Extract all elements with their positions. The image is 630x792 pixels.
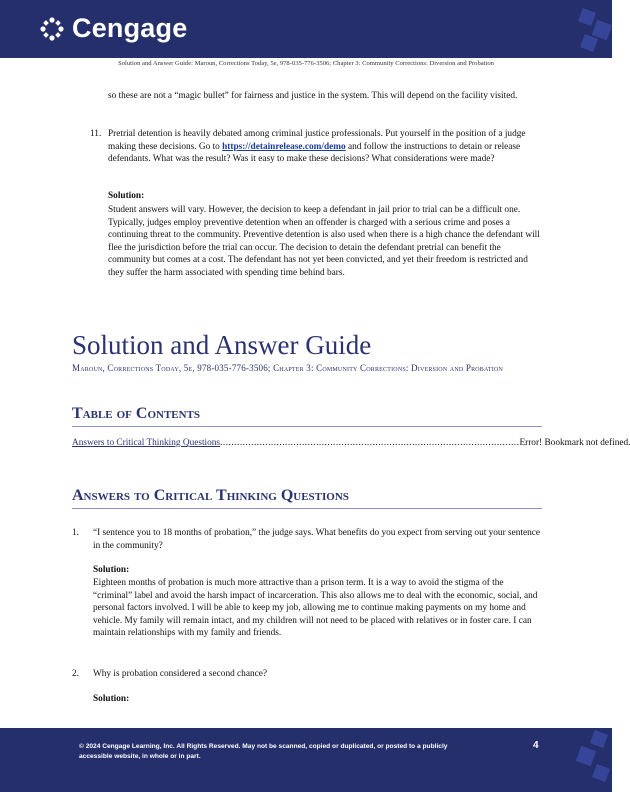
question-1-text: “I sentence you to 18 months of probation,” the judge says. What benefits do you expect from serving out your sentence in the community? [93,528,540,551]
cengage-logo [38,13,187,44]
answers-heading: Answers to Critical Thinking Questions [72,487,542,509]
page-number: 4 [533,740,539,751]
document-title: Solution and Answer Guide [72,330,372,360]
toc-entry-link[interactable]: Answers to Critical Thinking Questions [72,438,221,448]
toc-entry [72,438,630,448]
question-11-number: 11. [90,129,102,139]
detainrelease-link[interactable]: https://detainrelease.com/demo [222,141,346,152]
question-11-solution-label: Solution: [108,191,145,201]
running-head: Solution and Answer Guide: Maroun, Corrections Today, 5e, 978-035-776-3506; Chapter 3: Community Corrections: Diversion and Probation [118,60,494,67]
question-11-solution-text: Student answers will vary. However, the decision to keep a defendant in jail prior to trial can be a difficult one. Typically, judges employ preventive detention when an offender is charged with a serious crime and poses a continuing threat to the community. Preventive detention is also used when there is a high chance the defendant will flee the jurisdiction before the trial can occur. The decision to detain the defendant pretrial can benefit the community but comes at a cost. The defendant has not yet been convicted, and yet their freedom is restricted and they suffer the harm associated with spending time behind bars. [108,205,540,278]
footer-decoration-icon [562,728,612,792]
question-1-number: 1. [72,528,79,538]
toc-entry-leader: .......................................................................................................... [220,438,520,448]
question-2-text: Why is probation considered a second chance? [93,669,267,679]
question-2-number: 2. [72,669,79,679]
page-footer [0,728,612,792]
question-1-solution-label: Solution: [93,565,130,575]
question-1-solution-text: Eighteen months of probation is much more attractive than a prison term. It is a way to avoid the stigma of the “criminal” label and avoid the harsh impact of incarceration. This also allows me to deal with the economic, social, and personal factors involved. I will be able to keep my job, allowing me to continue making payments on my home and vehicle. My family will remain intact, and my children will not need to be placed with relatives or in foster care. I can maintain relationships with my family and friends. [93,578,538,639]
page-header [0,0,612,58]
toc-entry-page: Error! Bookmark not defined. [519,438,630,448]
question-2-solution-label: Solution: [93,694,130,704]
document-subtitle: Maroun, Corrections Today, 5e, 978-035-776-3506; Chapter 3: Community Corrections: Diversion and Probation [72,363,503,373]
question-11-text-end: and follow the instructions to detain or release defendants. What was the result? Was it easy to make these decisions? What considerations were made? [108,141,521,165]
toc-heading: Table of Contents [72,405,542,427]
cengage-mark-icon [38,15,66,43]
header-decoration-icon [562,0,612,58]
copyright-notice: © 2024 Cengage Learning, Inc. All Rights Reserved. May not be scanned, copied or duplicated, or posted to a publicly accessible website, in whole or in part. [79,743,448,760]
question-11-text [108,128,540,166]
question-11-text-start: Pretrial detention is heavily debated among criminal justice professionals. Put yourself in the position of a judge making these decisions. Go to [108,129,526,152]
continued-paragraph: so these are not a “magic bullet” for fairness and justice in the system. This will depend on the facility visited. [108,91,518,101]
brand-name: Cengage [72,13,188,43]
